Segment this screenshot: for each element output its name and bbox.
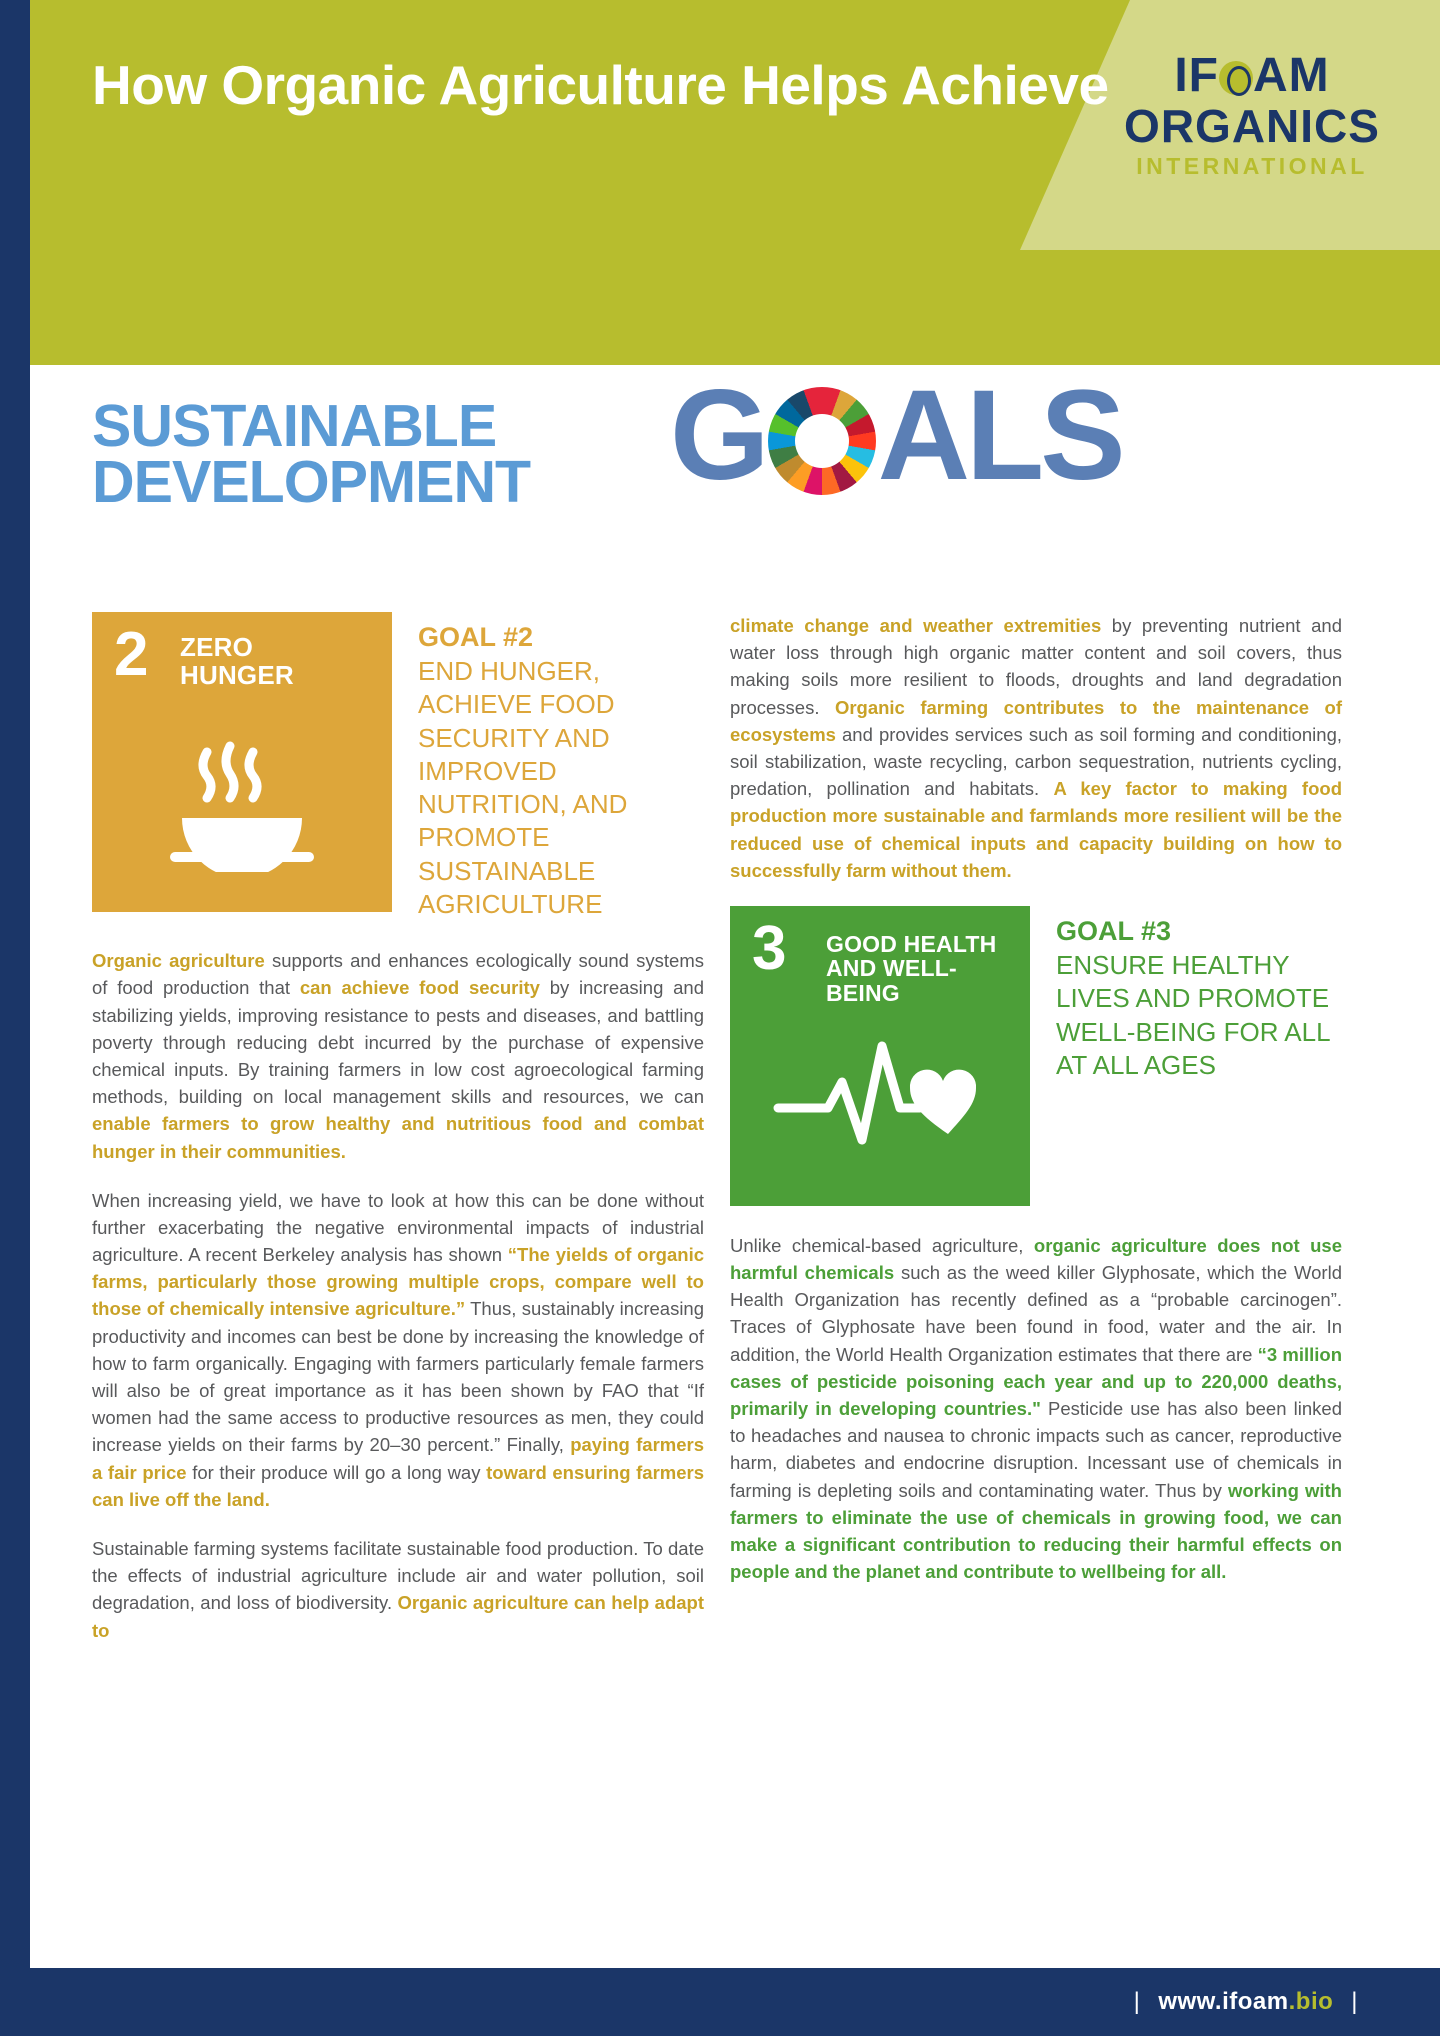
right-paragraph-1 [730,612,1342,884]
right-column [730,612,1342,1607]
goal-3-tile [730,906,1030,1206]
left-paragraph-2 [92,1187,704,1513]
bowl-icon [92,722,392,877]
goal-2-tile-label: ZERO HUNGER [180,632,294,690]
logo-line-2: ORGANICS [1124,100,1380,152]
left-paragraph-3 [92,1535,704,1644]
logo-line-1 [1112,49,1392,102]
lp2-s6: toward ensuring farmers can live off the land. [92,1461,705,1510]
lp2-s3: Thus, sustainably increasing productivity and incomes can best be done by increasing the knowledge of how to farm organically. Engaging with farmers particularly female farmers will also be of great importance as it has been shown by FAO that “If women had the same access to productive resources as men, they could increase yields on their farms by 20–30 percent.” Finally, [92,1298,705,1456]
goal-2-tile [92,612,392,912]
sdg-goals-wordmark [670,364,1122,507]
lp1-s3: can achieve food security [299,977,540,999]
goal-3-tile-label: GOOD HEALTH AND WELL-BEING [826,930,997,1006]
left-paragraph-1 [92,947,704,1165]
footer-left-divider: | [1133,1988,1141,2015]
logo-text-am: AM [1253,49,1330,102]
goal-2-block [92,612,704,921]
rp1-s2: by preventing nutrient and water loss through high organic matter content and soil covers, thus making soils more resilient to floods, droughts and land degradation processes. [730,615,1342,718]
header-banner [30,0,1440,365]
page-title: How Organic Agriculture Helps Achieve [92,54,1109,116]
lp2-s5: for their produce will go a long way [186,1461,487,1483]
globe-icon [1219,61,1253,95]
lp2-s2: “The yields of organic farms, particularly those growing multiple crops, compare well to those of chemically intensive agriculture.” [92,1244,704,1320]
goal-2-heading-block [418,612,704,921]
rp1-s1: climate change and weather extremities [730,615,1102,636]
footer-content [1116,1988,1376,2016]
goals-letter-g: G [670,364,766,507]
goal-3-heading-block [1056,906,1342,1082]
goals-letters-als: ALS [877,364,1122,507]
footer-url-suffix[interactable]: .bio [1288,1988,1334,2015]
lp3-s2: Organic agriculture can help adapt to [92,1592,704,1641]
lp1-s4: by increasing and stabilizing yields, improving resistance to pests and diseases, and battling poverty through reducing debt incurred by the purchase of expensive chemical inputs. By training farmers in low cost agroecological farming methods, building on local management skills and resources, we can [92,977,705,1108]
lp2-s4: paying farmers a fair price [92,1434,705,1483]
ifoam-logo [1112,49,1392,180]
rp2-s6: working with farmers to eliminate the use of chemicals in growing food, we can make a significant contribution to reducing their harmful effects on people and the planet and contribute to wellbeing for all. [730,1479,1342,1583]
goal-2-number: 2 [114,620,149,689]
rp2-s4: “3 million cases of pesticide poisoning each year and up to 220,000 deaths, primarily in developing countries." [730,1343,1342,1419]
goal-3-number: 3 [752,913,787,983]
rp2-s3: such as the weed killer Glyphosate, which the World Health Organization has recently defined as a “probable carcinogen”. Traces of Glyphosate have been found in food, water and the air. In addition, the World Health Organization estimates that there are [730,1262,1342,1365]
right-paragraph-2 [730,1232,1342,1585]
footer-url-prefix[interactable]: www.ifoam [1158,1988,1289,2015]
lp1-s5: enable farmers to grow healthy and nutritious food and combat hunger in their communities. [92,1113,704,1162]
goal-3-heading: GOAL #3 [1056,915,1172,946]
rp1-s4: and provides services such as soil forming and conditioning, soil stabilization, waste recycling, carbon sequestration, nutrients cycling, predation, pollination and habitats. [730,723,1342,800]
sdg-banner [30,364,1440,560]
lp1-s2: supports and enhances ecologically sound systems of food production that [92,950,705,999]
rp2-s1: Unlike chemical-based agriculture, [730,1234,1034,1256]
rp1-s3: Organic farming contributes to the maintenance of ecosystems [730,696,1342,745]
sdg-banner-text [92,393,531,516]
logo-line-3: INTERNATIONAL [1136,153,1368,180]
goal-2-heading: GOAL #2 [418,622,534,652]
lp3-s1: Sustainable farming systems facilitate sustainable food production. To date the effects of industrial agriculture include air and water pollution, soil degradation, and loss of biodiversity. [92,1537,704,1614]
sdg-line-2: DEVELOPMENT [92,449,531,516]
lp2-s1: When increasing yield, we have to look at how this can be done without further exacerbating the negative environmental impacts of industrial agriculture. A recent Berkeley analysis has shown [92,1189,704,1266]
sdg-line-1: SUSTAINABLE [92,393,497,459]
footer-right-divider: | [1351,1988,1358,2015]
lp1-s1: Organic agriculture [92,950,265,972]
goal-3-subheading: ENSURE HEALTHY LIVES AND PROMOTE WELL-BEING FOR ALL AT ALL AGES [1056,949,1330,1080]
rp2-s5: Pesticide use has also been linked to headaches and nausea to chronic impacts such as cancer, reproductive harm, diabetes and endocrine disruption. Incessant use of chemicals in farming is depleting soils and contaminating water. Thus by [730,1398,1342,1501]
footer-bar [0,1968,1440,2036]
goal-3-block [730,906,1342,1206]
left-spine [0,0,30,2036]
logo-text-if: IF [1174,49,1219,102]
heartbeat-icon [730,1016,1030,1171]
goal-2-subheading: END HUNGER, ACHIEVE FOOD SECURITY AND IMPROVED NUTRITION, AND PROMOTE SUSTAINABLE AGRICULTURE [418,656,628,919]
rp1-s5: A key factor to making food production more sustainable and farmlands more resilient will be the reduced use of chemical inputs and capacity building on how to successfully farm without them. [730,778,1342,881]
left-column [92,612,704,1666]
rp2-s2: organic agriculture does not use harmful chemicals [730,1234,1342,1284]
sdg-color-wheel-icon [768,387,876,495]
